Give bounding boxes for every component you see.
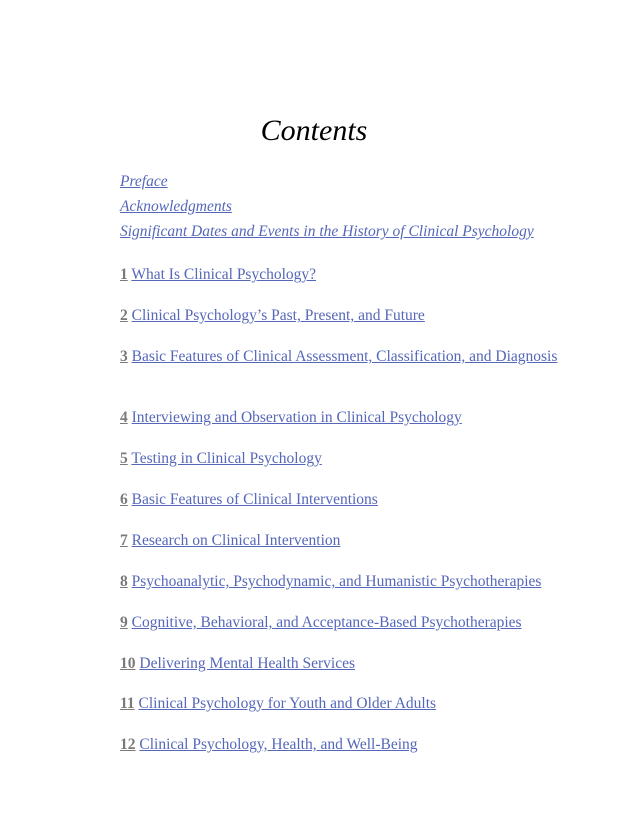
chapter-entry-8 [120,571,580,592]
page-title: Contents [260,114,368,147]
chapter-number-link[interactable]: 11 [120,695,135,712]
acknowledgments-link[interactable]: Acknowledgments [120,198,232,215]
chapter-entry-3 [120,346,560,367]
chapter-title-link[interactable]: Research on Clinical Intervention [131,532,341,549]
chapter-number-link[interactable]: 4 [120,409,128,426]
chapter-number-link[interactable]: 9 [120,614,128,631]
chapter-entry-4 [120,407,560,428]
chapter-number-link[interactable]: 5 [120,450,128,467]
chapter-title-link[interactable]: Clinical Psychology, Health, and Well-Being [139,736,418,753]
chapter-entry-5 [120,448,560,469]
chapter-title-link[interactable]: Clinical Psychology’s Past, Present, and Future [131,307,425,324]
chapter-title-link[interactable]: Cognitive, Behavioral, and Acceptance-Based Psychotherapies [131,614,522,631]
chapter-entry-6 [120,489,560,510]
chapter-number-link[interactable]: 6 [120,491,128,508]
chapter-entry-10 [120,653,560,674]
chapter-entry-11 [120,693,560,714]
chapter-title-link[interactable]: Interviewing and Observation in Clinical Psychology [131,409,462,426]
chapter-entry-7 [120,530,560,551]
chapter-number-link[interactable]: 1 [120,266,128,283]
chapter-entry-12 [120,734,560,755]
chapter-title-link[interactable]: Basic Features of Clinical Interventions [131,491,378,508]
chapter-number-link[interactable]: 12 [120,736,136,753]
chapter-entry-9 [120,612,560,633]
chapter-entry-1 [120,264,560,285]
preface-link[interactable]: Preface [120,173,168,190]
chapter-title-link[interactable]: Delivering Mental Health Services [139,655,356,672]
chapter-title-link[interactable]: Clinical Psychology for Youth and Older Adults [138,695,437,712]
chapter-entry-2 [120,305,560,326]
significant-dates-link[interactable]: Significant Dates and Events in the History of Clinical Psychology [120,223,534,240]
chapter-number-link[interactable]: 7 [120,532,128,549]
chapter-number-link[interactable]: 8 [120,573,128,590]
chapter-title-link[interactable]: Psychoanalytic, Psychodynamic, and Humanistic Psychotherapies [131,573,542,590]
chapter-number-link[interactable]: 10 [120,655,136,672]
chapter-number-link[interactable]: 3 [120,348,128,365]
chapter-title-link[interactable]: What Is Clinical Psychology? [131,266,317,283]
chapter-title-link[interactable]: Basic Features of Clinical Assessment, Classification, and Diagnosis [131,348,558,365]
chapter-title-link[interactable]: Testing in Clinical Psychology [131,450,322,467]
chapter-number-link[interactable]: 2 [120,307,128,324]
